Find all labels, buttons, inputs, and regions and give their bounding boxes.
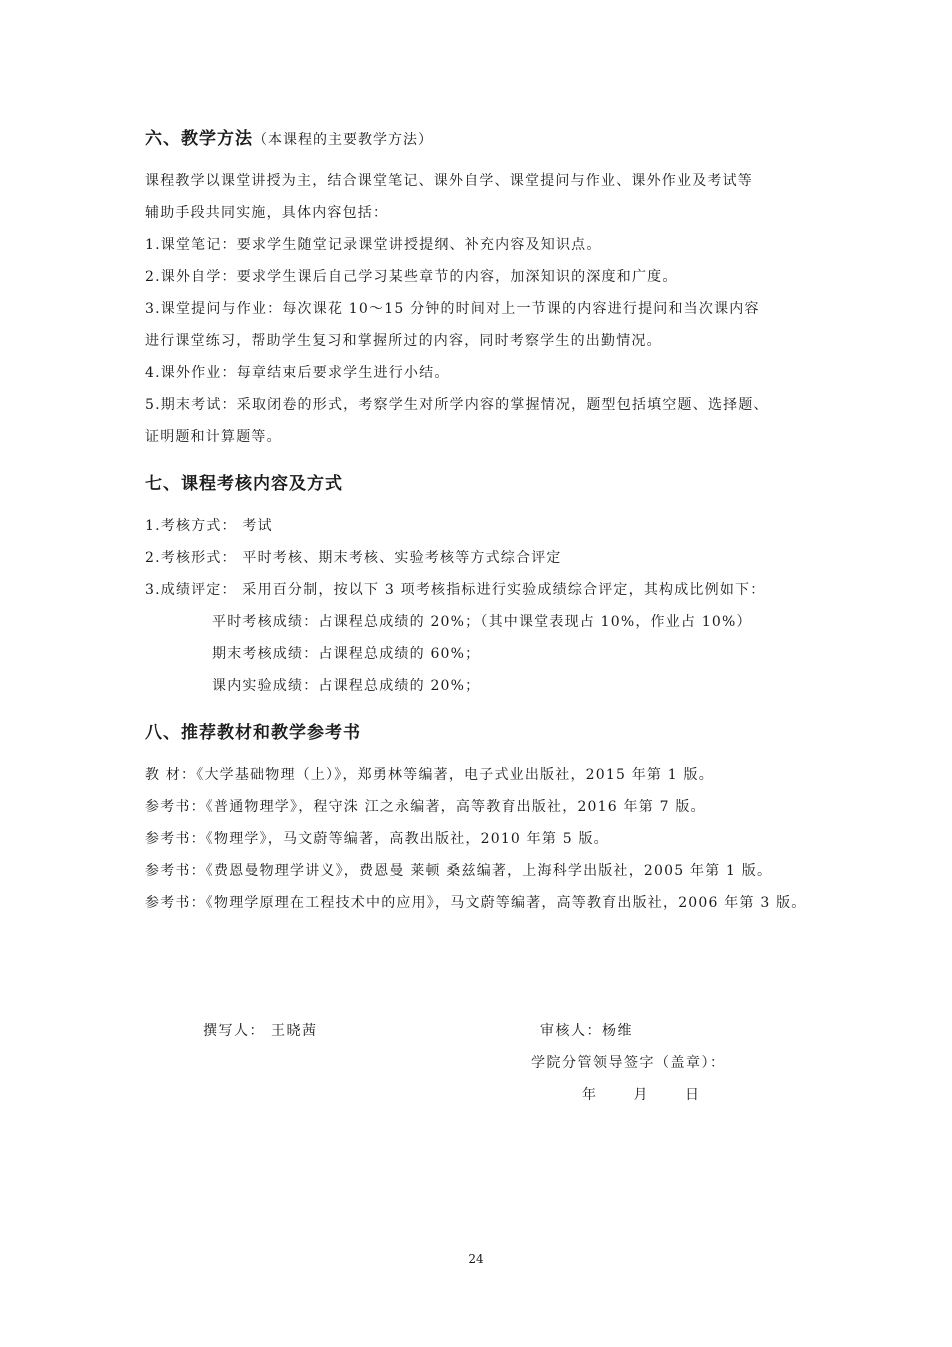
section-6-title: 六、教学方法 xyxy=(145,129,253,149)
section-8-heading: 八、推荐教材和教学参考书 xyxy=(145,723,361,743)
section-6-heading xyxy=(145,124,433,149)
section-6-line: 5.期末考试：采取闭卷的形式，考察学生对所学内容的掌握情况，题型包括填空题、选择题、 xyxy=(145,397,769,413)
section-7-subline: 平时考核成绩：占课程总成绩的 20%；（其中课堂表现占 10%，作业占 10%） xyxy=(212,614,752,630)
section-6-line: 4.课外作业：每章结束后要求学生进行小结。 xyxy=(145,365,450,381)
textbook-line: 教 材：《大学基础物理（上）》，郑勇林等编著，电子式业出版社，2015 年第 1 版。 xyxy=(145,767,714,783)
date-day: 日 xyxy=(685,1087,701,1103)
signature-date xyxy=(582,1084,701,1104)
section-6-line: 进行课堂练习，帮助学生复习和掌握所过的内容，同时考察学生的出勤情况。 xyxy=(145,333,662,349)
section-6-line: 辅助手段共同实施，具体内容包括： xyxy=(145,205,389,221)
reference-line: 参考书：《物理学原理在工程技术中的应用》，马文蔚等编著，高等教育出版社，2006 年第 3 版。 xyxy=(145,895,807,911)
section-7-subline: 期末考核成绩：占课程总成绩的 60%； xyxy=(212,646,481,662)
reference-line: 参考书：《物理学》，马文蔚等编著，高教出版社，2010 年第 5 版。 xyxy=(145,831,609,847)
reference-line: 参考书：《普通物理学》，程守洙 江之永编著，高等教育出版社，2016 年第 7 版。 xyxy=(145,799,706,815)
section-7-line: 1.考核方式： 考试 xyxy=(145,518,273,534)
section-6-line: 3.课堂提问与作业：每次课花 10～15 分钟的时间对上一节课的内容进行提问和当次课内容 xyxy=(145,301,760,317)
section-6-line: 1.课堂笔记：要求学生随堂记录课堂讲授提纲、补充内容及知识点。 xyxy=(145,237,602,253)
date-month: 月 xyxy=(633,1087,649,1103)
section-7-line: 2.考核形式： 平时考核、期末考核、实验考核等方式综合评定 xyxy=(145,550,562,566)
reviewer-signature: 审核人：杨维 xyxy=(540,1023,633,1039)
date-year: 年 xyxy=(582,1087,598,1103)
section-6-line: 课程教学以课堂讲授为主，结合课堂笔记、课外自学、课堂提问与作业、课外作业及考试等 xyxy=(145,173,753,189)
reference-line: 参考书：《费恩曼物理学讲义》，费恩曼 莱顿 桑兹编著，上海科学出版社，2005 年第 1 版。 xyxy=(145,863,773,879)
section-6-note: （本课程的主要教学方法） xyxy=(253,132,433,148)
page-number: 24 xyxy=(468,1252,484,1266)
dean-signature: 学院分管领导签字（盖章）： xyxy=(531,1055,726,1071)
author-signature: 撰写人： 王晓茜 xyxy=(203,1023,318,1039)
section-6-line: 证明题和计算题等。 xyxy=(145,429,282,445)
section-6-line: 2.课外自学：要求学生课后自己学习某些章节的内容，加深知识的深度和广度。 xyxy=(145,269,678,285)
section-7-line: 3.成绩评定： 采用百分制，按以下 3 项考核指标进行实验成绩综合评定，其构成比例如下： xyxy=(145,582,766,598)
section-7-subline: 课内实验成绩：占课程总成绩的 20%； xyxy=(212,678,481,694)
section-7-heading: 七、课程考核内容及方式 xyxy=(145,474,343,494)
